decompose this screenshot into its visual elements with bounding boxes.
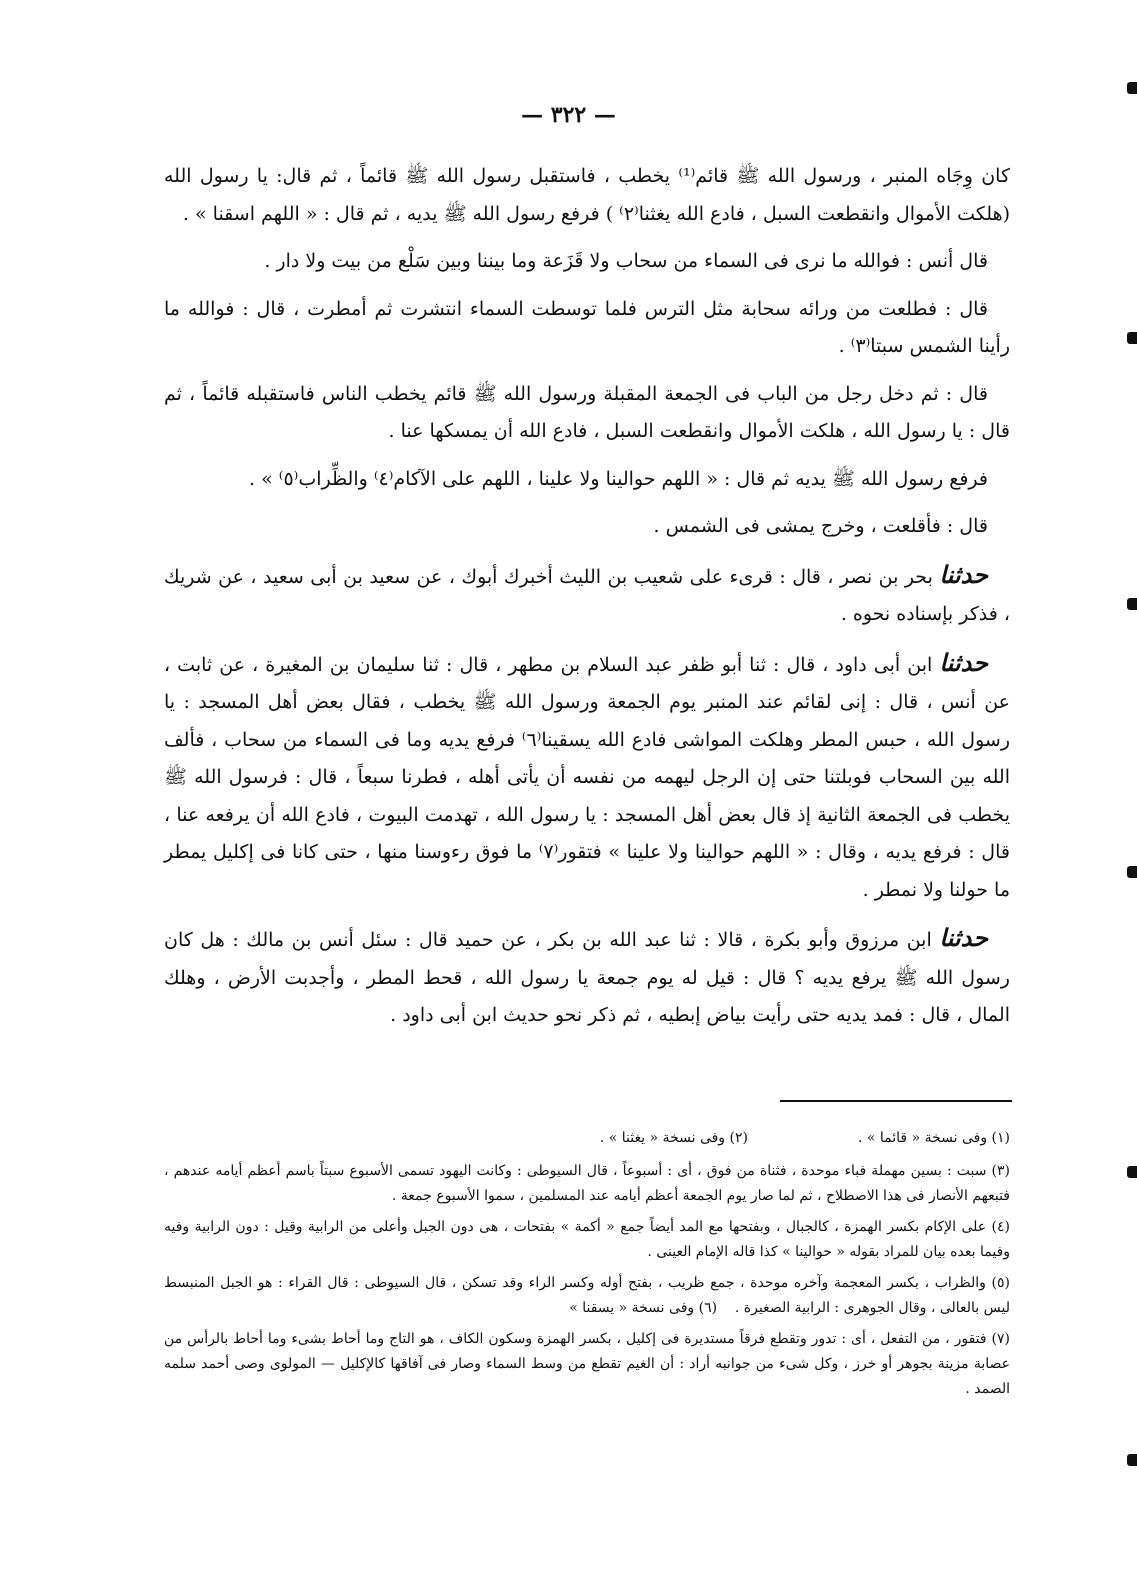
paragraph [164,508,1010,546]
page-edge-mark [1127,332,1137,344]
footnote-3: (٣) سبت : بسين مهملة فباء موحدة ، فثناة من فوق ، أى : أسبوعاً ، قال السيوطى : وكانت اليهود تسمى الأسبوع سبتاً باسم أعظم أيامه عندهم ، فتبعهم الأنصار فى هذا الاصطلاح ، ثم لما صار يوم الجمعة أعظم أيامه عند المسلمين ، سموا الأسبوع جمعة . [164,1163,1010,1204]
footnote-row [164,1126,1010,1151]
paragraph-lead: حدثنا [939,647,988,677]
paragraph-lead: حدثنا [939,923,988,952]
paragraph-text: بحر بن نصر ، قال : قرىء على شعيب بن الليث أخبرك أبوك ، عن سعيد بن أبى سعيد ، عن شريك ، فذكر بإسناده نحوه . [164,565,1010,625]
paragraph [164,644,1010,910]
footnote-6: (٦) وفى نسخة « يسقنا » [569,1300,718,1316]
paragraph-text: قال : فطلعت من ورائه سحابة مثل الترس فلما توسطت السماء انتشرت ثم أمطرت ، قال : فوالله ما رأينا الشمس سبتا⁽٣⁾ . [164,297,1010,357]
paragraph-text: فرفع رسول الله ﷺ يديه ثم قال : « اللهم حوالينا ولا علينا ، اللهم على الآكام⁽٤⁾ والظِّراب⁽٥⁾ » . [249,467,988,490]
paragraph [164,158,1010,233]
paragraph [164,291,1010,366]
footnote-1: (١) وفى نسخة « قائما » . [857,1130,1010,1146]
page-edge-mark [1127,598,1137,610]
paragraph-text: كان وِجَاه المنبر ، ورسول الله ﷺ قائم⁽¹⁾ يخطب ، فاستقبل رسول الله ﷺ قائماً ، ثم قال: يا رسول الله (هلكت الأموال وانقطعت السبل ، فادع الله يغثنا⁽٢⁾ ) فرفع رسول الله ﷺ يديه ، ثم قال : « اللهم اسقنا » . [164,165,1010,225]
page-edge-mark [1127,866,1137,878]
paragraph [164,243,1010,281]
page-edge-mark [1127,1454,1137,1466]
footnote-7: (٧) فتقور ، من التفعل ، أى : تدور وتقطع فرقاً مستديرة فى إكليل ، بكسر الهمزة وسكون الكاف ، هو التاج وما أحاط بشىء وما أحاط بالرأس من عصابة مزينة بجوهر أو خرز ، وكل شىء من جوانبه أراد : أن الغيم تقطع من وسط السماء وصار فى آفاقها كالإكليل — المولوى وصى أحمد سلمه الصمد . [164,1331,1010,1397]
page-number: — ٣٢٢ — [521,102,616,128]
footnotes [164,1126,1010,1408]
paragraph-lead: حدثنا [939,559,988,589]
paragraph-text: قال : فأقلعت ، وخرج يمشى فى الشمس . [653,515,988,537]
paragraph-text: قال أنس : فوالله ما نرى فى السماء من سحاب ولا قَزَعة وما بيننا وبين سَلْع من بيت ولا دار . [264,250,988,272]
paragraph [164,461,1010,499]
main-text [164,158,1010,1045]
footnote-5-6 [164,1271,1010,1321]
footnote-4: (٤) على الإكام بكسر الهمزة ، كالجبال ، وبفتحها مع المد أيضاً جمع « أكمة » بفتحات ، هى دون الجبل وأعلى من الرابية وقيل : دون الرابية وفيه وفيما بعده بيان للمراد بقوله « حوالينا » كذا قاله الإمام العينى . [164,1219,1010,1260]
paragraph [164,376,1010,451]
paragraph-text: ابن مرزوق وأبو بكرة ، قالا : ثنا عبد الله بن بكر ، عن حميد قال : سئل أنس بن مالك : هل كان رسول الله ﷺ يرفع يديه ؟ قال : قيل له يوم جمعة يا رسول الله ، قحط المطر ، وأجدبت الأرض ، وهلك المال ، قال : فمد يديه حتى رأيت بياض إبطيه ، ثم ذكر نحو حديث ابن أبى داود . [164,929,1010,1026]
footnote-divider [780,1100,1012,1102]
paragraph-text: قال : ثم دخل رجل من الباب فى الجمعة المقبلة ورسول الله ﷺ قائم يخطب الناس فاستقبله قائماً ، ثم قال : يا رسول الله ، هلكت الأموال وانقطعت السبل ، فادع الله أن يمسكها عنا . [164,382,1010,442]
page-edge-mark [1127,82,1137,94]
footnote-5: (٥) والظراب ، بكسر المعجمة وآخره موحدة ، جمع ظريب ، بفتح أوله وكسر الراء وقد تسكن ، قال السيوطى : قال القراء : هو الجبل المنبسط ليس بالعالى ، وقال الجوهرى : الرابية الصغيرة . [164,1275,1010,1316]
footnote-2: (٢) وفى نسخة « يغثنا » . [599,1130,748,1146]
page-edge-mark [1127,1166,1137,1178]
paragraph-text: ابن أبى داود ، قال : ثنا أبو ظفر عبد السلام بن مطهر ، قال : ثنا سليمان بن المغيرة ، عن ثابت ، عن أنس ، قال : إنى لقائم عند المنبر يوم الجمعة ورسول الله ﷺ يخطب ، فقال بعض أهل المسجد : يا رسول الله ، حبس المطر وهلكت المواشى فادع الله يسقينا⁽٦⁾ فرفع يديه وما فى السماء من سحاب ، فألف الله بين السحاب فوبلتنا حتى إن الرجل ليهمه من نفسه أن يأتى أهله ، فطرنا سبعاً ، قال : فرسول الله ﷺ يخطب فى الجمعة الثانية إذ قال بعض أهل المسجد : يا رسول الله ، تهدمت البيوت ، فادع الله أن يرفعه عنا ، قال : فرفع يديه ، وقال : « اللهم حوالينا ولا علينا » فتقور⁽٧⁾ ما فوق رءوسنا منها ، حتى كانا فى إكليل يمطر ما حولنا ولا نمطر . [164,653,1010,901]
paragraph [164,556,1010,634]
paragraph [164,919,1010,1035]
